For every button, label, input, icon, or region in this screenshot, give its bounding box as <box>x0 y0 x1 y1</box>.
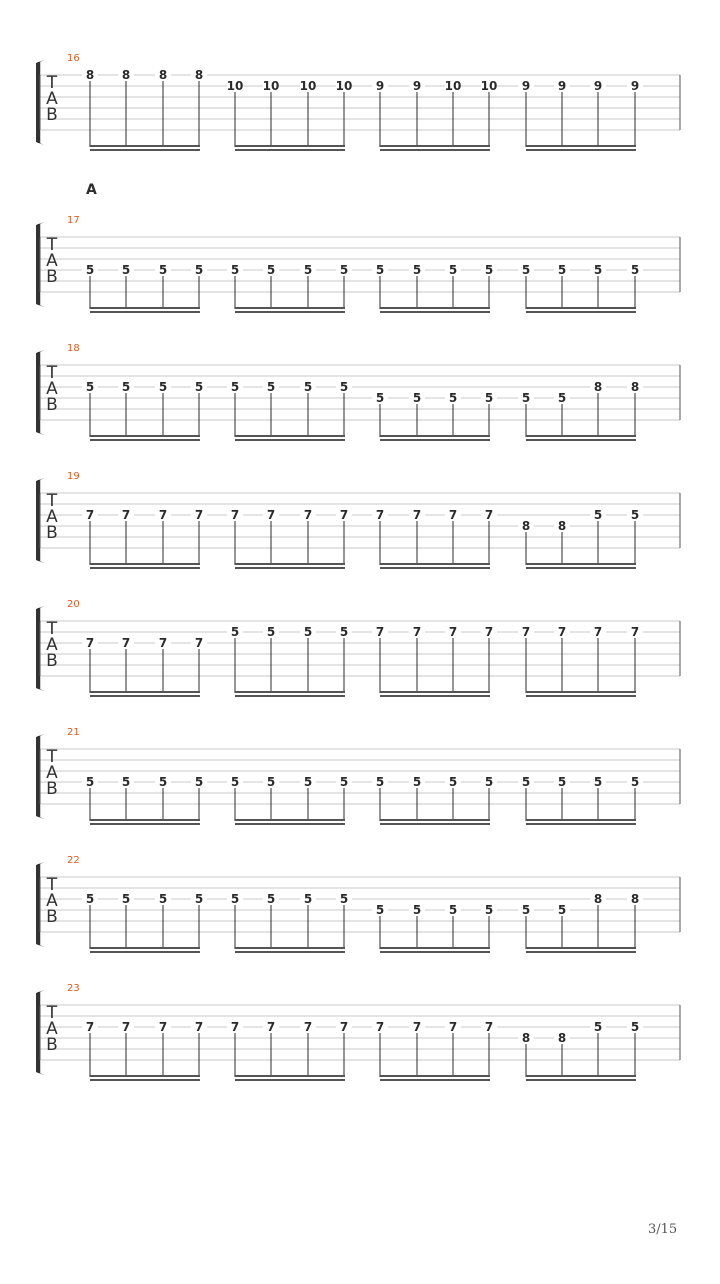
fret-number: 9 <box>521 79 531 93</box>
fret-number: 7 <box>448 625 458 639</box>
fret-number: 7 <box>375 1020 385 1034</box>
fret-number: 5 <box>230 625 240 639</box>
beam <box>235 823 345 825</box>
measure-number: 16 <box>67 53 80 64</box>
fret-number: 5 <box>339 625 349 639</box>
fret-number: 5 <box>158 775 168 789</box>
beam <box>235 1075 345 1077</box>
fret-number: 5 <box>593 508 603 522</box>
fret-number: 5 <box>266 625 276 639</box>
beam <box>90 149 200 151</box>
fret-number: 8 <box>593 380 603 394</box>
beam <box>235 819 345 821</box>
fret-number: 7 <box>230 1020 240 1034</box>
fret-number: 5 <box>484 903 494 917</box>
fret-number: 5 <box>158 263 168 277</box>
beam <box>235 145 345 147</box>
tab-clef-letter: B <box>46 651 58 671</box>
fret-number: 8 <box>158 68 168 82</box>
fret-number: 5 <box>375 903 385 917</box>
beam <box>235 307 345 309</box>
beam <box>526 145 636 147</box>
tab-clef-letter: A <box>46 763 58 783</box>
tab-clef-letter: T <box>46 73 58 93</box>
fret-number: 7 <box>412 1020 422 1034</box>
tab-clef-letter: T <box>46 747 58 767</box>
fret-number: 7 <box>375 508 385 522</box>
fret-number: 7 <box>484 508 494 522</box>
fret-number: 5 <box>484 775 494 789</box>
beam <box>380 311 490 313</box>
beam <box>90 311 200 313</box>
beam <box>526 435 636 437</box>
fret-number: 7 <box>593 625 603 639</box>
tab-clef-letter: B <box>46 105 58 125</box>
fret-number: 10 <box>299 79 317 93</box>
fret-number: 8 <box>521 519 531 533</box>
fret-number: 7 <box>158 508 168 522</box>
beam <box>235 691 345 693</box>
beam <box>526 951 636 953</box>
fret-number: 7 <box>303 508 313 522</box>
beam <box>380 951 490 953</box>
fret-number: 5 <box>339 775 349 789</box>
fret-number: 7 <box>158 1020 168 1034</box>
fret-number: 9 <box>412 79 422 93</box>
beam <box>380 947 490 949</box>
measure-number: 22 <box>67 855 80 866</box>
fret-number: 5 <box>448 775 458 789</box>
tab-clef-letter: B <box>46 1035 58 1055</box>
measure-number: 20 <box>67 599 80 610</box>
fret-number: 7 <box>412 625 422 639</box>
beam <box>90 567 200 569</box>
fret-number: 5 <box>557 391 567 405</box>
beam <box>526 307 636 309</box>
fret-number: 7 <box>412 508 422 522</box>
section-marker: A <box>86 182 97 198</box>
beam <box>380 149 490 151</box>
tab-clef-letter: B <box>46 523 58 543</box>
beam <box>235 149 345 151</box>
fret-number: 7 <box>557 625 567 639</box>
fret-number: 5 <box>266 892 276 906</box>
beam <box>235 947 345 949</box>
page-number: 3/15 <box>648 1222 678 1237</box>
fret-number: 7 <box>194 1020 204 1034</box>
beam <box>526 691 636 693</box>
fret-number: 10 <box>444 79 462 93</box>
fret-number: 5 <box>85 263 95 277</box>
beam <box>235 435 345 437</box>
tab-clef-letter: B <box>46 395 58 415</box>
beam <box>526 819 636 821</box>
fret-number: 8 <box>630 892 640 906</box>
measure-number: 19 <box>67 471 80 482</box>
beam <box>90 435 200 437</box>
fret-number: 7 <box>85 508 95 522</box>
fret-number: 8 <box>194 68 204 82</box>
fret-number: 7 <box>230 508 240 522</box>
beam <box>526 695 636 697</box>
tab-clef-letter: T <box>46 1003 58 1023</box>
fret-number: 5 <box>85 892 95 906</box>
fret-number: 5 <box>448 903 458 917</box>
beam <box>526 1075 636 1077</box>
beam <box>526 439 636 441</box>
tab-clef-letter: T <box>46 363 58 383</box>
beam <box>90 819 200 821</box>
fret-number: 5 <box>339 892 349 906</box>
fret-number: 9 <box>557 79 567 93</box>
beam <box>235 563 345 565</box>
fret-number: 5 <box>630 775 640 789</box>
beam <box>90 145 200 147</box>
fret-number: 5 <box>158 380 168 394</box>
fret-number: 7 <box>303 1020 313 1034</box>
beam <box>90 823 200 825</box>
fret-number: 5 <box>266 380 276 394</box>
fret-number: 5 <box>230 380 240 394</box>
beam <box>380 307 490 309</box>
fret-number: 5 <box>194 775 204 789</box>
fret-number: 5 <box>484 263 494 277</box>
fret-number: 5 <box>484 391 494 405</box>
beam <box>90 1075 200 1077</box>
fret-number: 7 <box>448 1020 458 1034</box>
beam <box>380 145 490 147</box>
fret-number: 5 <box>230 775 240 789</box>
tab-clef-letter: B <box>46 907 58 927</box>
fret-number: 7 <box>85 636 95 650</box>
fret-number: 5 <box>412 903 422 917</box>
tab-clef-letter: T <box>46 235 58 255</box>
fret-number: 5 <box>230 892 240 906</box>
fret-number: 7 <box>521 625 531 639</box>
fret-number: 5 <box>521 775 531 789</box>
fret-number: 7 <box>194 508 204 522</box>
fret-number: 5 <box>448 263 458 277</box>
fret-number: 7 <box>266 1020 276 1034</box>
fret-number: 5 <box>121 380 131 394</box>
fret-number: 5 <box>521 263 531 277</box>
fret-number: 7 <box>630 625 640 639</box>
fret-number: 10 <box>480 79 498 93</box>
fret-number: 10 <box>226 79 244 93</box>
fret-number: 5 <box>593 263 603 277</box>
fret-number: 5 <box>521 903 531 917</box>
beam <box>235 439 345 441</box>
tab-clef-letter: A <box>46 251 58 271</box>
fret-number: 5 <box>339 380 349 394</box>
tab-clef-letter: A <box>46 635 58 655</box>
fret-number: 5 <box>85 775 95 789</box>
fret-number: 5 <box>375 391 385 405</box>
measure-number: 23 <box>67 983 80 994</box>
beam <box>380 435 490 437</box>
fret-number: 7 <box>339 508 349 522</box>
beam <box>526 149 636 151</box>
fret-number: 8 <box>557 1031 567 1045</box>
fret-number: 5 <box>412 391 422 405</box>
beam <box>380 1079 490 1081</box>
measure-number: 18 <box>67 343 80 354</box>
fret-number: 9 <box>630 79 640 93</box>
fret-number: 9 <box>375 79 385 93</box>
fret-number: 5 <box>266 775 276 789</box>
fret-number: 5 <box>375 775 385 789</box>
fret-number: 5 <box>230 263 240 277</box>
tab-clef-letter: B <box>46 779 58 799</box>
tab-clef-letter: T <box>46 619 58 639</box>
tab-clef-letter: T <box>46 491 58 511</box>
beam <box>380 439 490 441</box>
fret-number: 7 <box>484 625 494 639</box>
fret-number: 5 <box>521 391 531 405</box>
beam <box>90 951 200 953</box>
beam <box>90 307 200 309</box>
fret-number: 5 <box>121 775 131 789</box>
beam <box>90 695 200 697</box>
beam <box>235 695 345 697</box>
tab-clef-letter: A <box>46 507 58 527</box>
fret-number: 5 <box>121 263 131 277</box>
fret-number: 5 <box>375 263 385 277</box>
tab-clef-letter: A <box>46 891 58 911</box>
fret-number: 5 <box>557 775 567 789</box>
tab-clef-letter: A <box>46 89 58 109</box>
fret-number: 5 <box>303 380 313 394</box>
measure-number: 17 <box>67 215 80 226</box>
fret-number: 5 <box>194 263 204 277</box>
fret-number: 5 <box>303 892 313 906</box>
fret-number: 5 <box>85 380 95 394</box>
beam <box>380 695 490 697</box>
fret-number: 7 <box>85 1020 95 1034</box>
fret-number: 5 <box>303 625 313 639</box>
fret-number: 5 <box>194 380 204 394</box>
beam <box>380 563 490 565</box>
fret-number: 10 <box>335 79 353 93</box>
fret-number: 8 <box>521 1031 531 1045</box>
beam <box>380 819 490 821</box>
beam <box>380 691 490 693</box>
beam <box>380 823 490 825</box>
fret-number: 5 <box>412 263 422 277</box>
fret-number: 7 <box>339 1020 349 1034</box>
fret-number: 10 <box>262 79 280 93</box>
fret-number: 5 <box>630 1020 640 1034</box>
beam <box>235 567 345 569</box>
fret-number: 5 <box>593 1020 603 1034</box>
fret-number: 7 <box>121 1020 131 1034</box>
beam <box>235 1079 345 1081</box>
beam <box>90 1079 200 1081</box>
tab-clef-letter: A <box>46 1019 58 1039</box>
beam <box>380 567 490 569</box>
fret-number: 5 <box>303 263 313 277</box>
beam <box>90 947 200 949</box>
fret-number: 7 <box>194 636 204 650</box>
fret-number: 5 <box>630 508 640 522</box>
beam <box>526 1079 636 1081</box>
beam <box>235 951 345 953</box>
measure-number: 21 <box>67 727 80 738</box>
fret-number: 7 <box>158 636 168 650</box>
fret-number: 7 <box>121 508 131 522</box>
fret-number: 5 <box>630 263 640 277</box>
beam <box>235 311 345 313</box>
fret-number: 5 <box>303 775 313 789</box>
fret-number: 5 <box>158 892 168 906</box>
beam <box>90 439 200 441</box>
fret-number: 5 <box>194 892 204 906</box>
fret-number: 8 <box>85 68 95 82</box>
fret-number: 5 <box>557 263 567 277</box>
tab-clef-letter: T <box>46 875 58 895</box>
tab-clef-letter: B <box>46 267 58 287</box>
beam <box>90 691 200 693</box>
beam <box>526 563 636 565</box>
fret-number: 5 <box>557 903 567 917</box>
fret-number: 5 <box>448 391 458 405</box>
beam <box>526 947 636 949</box>
fret-number: 5 <box>121 892 131 906</box>
fret-number: 5 <box>412 775 422 789</box>
fret-number: 8 <box>630 380 640 394</box>
fret-number: 9 <box>593 79 603 93</box>
fret-number: 7 <box>375 625 385 639</box>
beam <box>526 567 636 569</box>
fret-number: 5 <box>339 263 349 277</box>
fret-number: 8 <box>593 892 603 906</box>
beam <box>380 1075 490 1077</box>
fret-number: 7 <box>121 636 131 650</box>
beam <box>90 563 200 565</box>
fret-number: 7 <box>484 1020 494 1034</box>
tab-clef-letter: A <box>46 379 58 399</box>
fret-number: 7 <box>448 508 458 522</box>
beam <box>526 823 636 825</box>
beam <box>526 311 636 313</box>
fret-number: 5 <box>266 263 276 277</box>
fret-number: 5 <box>593 775 603 789</box>
fret-number: 8 <box>121 68 131 82</box>
fret-number: 7 <box>266 508 276 522</box>
fret-number: 8 <box>557 519 567 533</box>
